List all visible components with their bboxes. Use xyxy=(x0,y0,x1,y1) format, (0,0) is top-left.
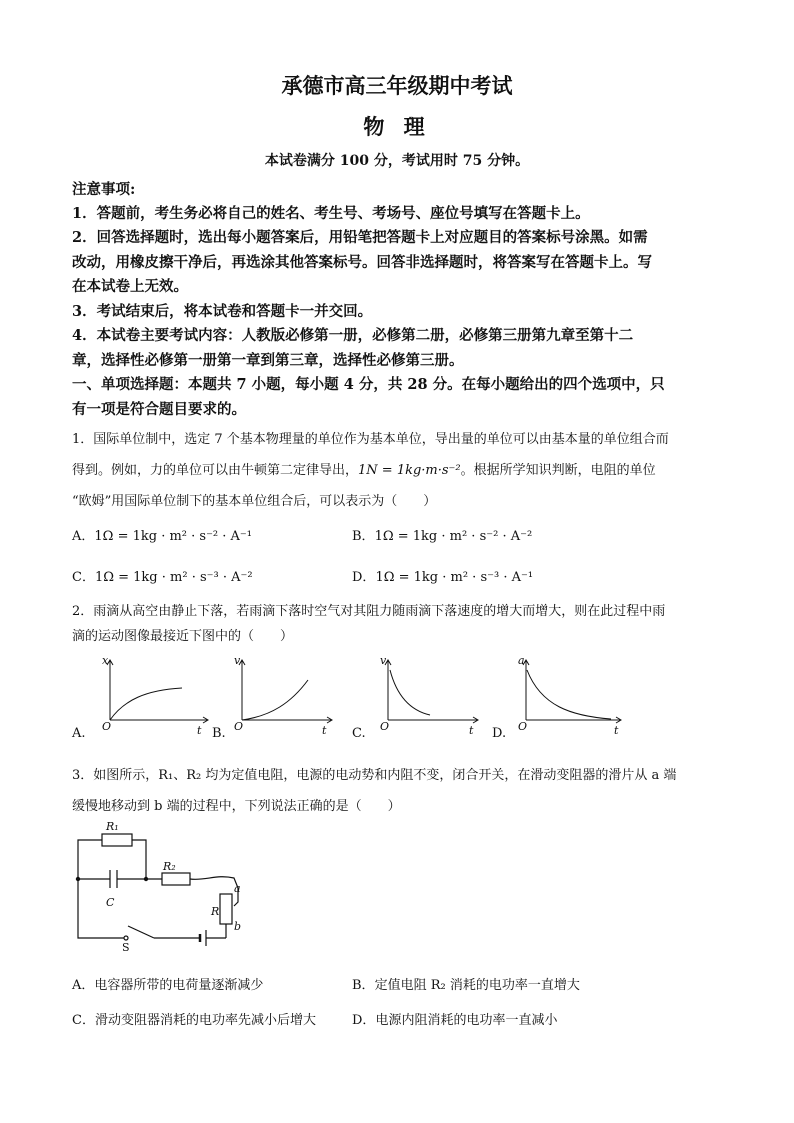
q3-option-d[interactable] xyxy=(352,1009,557,1028)
q3-option-c[interactable] xyxy=(72,1009,316,1028)
q2-stem: 滴的运动图像最接近下图中的（ ） xyxy=(72,629,294,644)
axis-label: x xyxy=(102,654,109,667)
section-heading: 一、单项选择题：本题共 7 小题，每小题 4 分，共 28 分。在每小题给出的四个选项中，只 xyxy=(72,376,665,393)
switch-s xyxy=(128,926,154,938)
graph-c[interactable] xyxy=(385,660,478,723)
notice-line: 改动，用橡皮擦干净后，再选涂其他答案标号。回答非选择题时，将答案写在答题卡上。写 xyxy=(72,254,652,271)
option-label: B． xyxy=(352,978,375,993)
axis-label: t xyxy=(469,724,474,737)
q1-stem-text: 。根据所学知识判断，电阻的单位 xyxy=(460,463,656,478)
label-s: S xyxy=(122,941,130,953)
notice-heading: 注意事项: xyxy=(72,181,136,198)
junction-dot xyxy=(144,877,148,881)
q1-option-b[interactable] xyxy=(352,525,532,544)
label-r2: R₂ xyxy=(163,860,176,873)
wire xyxy=(132,840,146,879)
option-label: B． xyxy=(352,529,375,544)
label-r: R xyxy=(211,905,220,918)
option-formula: 1Ω = 1kg · m² · s⁻² · A⁻² xyxy=(374,529,533,544)
axis-label: t xyxy=(614,724,619,737)
section-heading: 有一项是符合题目要求的。 xyxy=(72,401,246,418)
q3-circuit-diagram xyxy=(66,818,256,953)
notice-line: 在本试卷上无效。 xyxy=(72,278,188,295)
notice-line: 4．本试卷主要考试内容：人教版必修第一册，必修第二册，必修第三册第九章至第十二 xyxy=(72,327,634,344)
option-text: 滑动变阻器消耗的电功率先减小后增大 xyxy=(94,1013,316,1028)
q2-graphs xyxy=(66,648,636,743)
axis-label: v xyxy=(234,654,241,667)
option-label: A． xyxy=(72,978,95,993)
exam-info: 本试卷满分 100 分，考试用时 75 分钟。 xyxy=(264,153,530,169)
notice-line: 3．考试结束后，将本试卷和答题卡一并交回。 xyxy=(72,303,373,320)
q3-option-a[interactable] xyxy=(72,974,263,993)
notice-line: 2．回答选择题时，选出每小题答案后，用铅笔把答题卡上对应题目的答案标号涂黑。如需 xyxy=(72,229,648,246)
graph-b-label: B. xyxy=(212,726,226,741)
option-label: D． xyxy=(352,1013,376,1028)
subject-title: 物 理 xyxy=(363,114,431,139)
origin-label: O xyxy=(102,720,112,733)
option-label: D． xyxy=(352,570,376,585)
label-r1: R₁ xyxy=(106,820,119,833)
graph-c-label: C. xyxy=(352,726,366,741)
graph-b[interactable] xyxy=(239,660,332,723)
label-b: b xyxy=(234,920,242,933)
q1-stem-text: 得到。例如，力的单位可以由牛顿第二定律导出， xyxy=(72,463,359,478)
axis-label: a xyxy=(518,654,525,667)
q1-formula: 1N = 1kg·m·s⁻² xyxy=(358,463,461,478)
q3-stem: 3．如图所示，R₁、R₂ 均为定值电阻，电源的电动势和内阻不变，闭合开关，在滑动变阻器的滑片从 a 端 xyxy=(72,768,677,783)
exam-title: 承德市高三年级期中考试 xyxy=(281,73,513,98)
label-a: a xyxy=(234,882,241,895)
resistor-r1 xyxy=(102,834,132,846)
option-text: 定值电阻 R₂ 消耗的电功率一直增大 xyxy=(374,978,580,993)
curve xyxy=(242,680,308,720)
axis-label: t xyxy=(197,724,202,737)
q1-option-d[interactable] xyxy=(352,566,533,585)
axis-label: t xyxy=(322,724,327,737)
option-label: C． xyxy=(72,1013,95,1028)
rheostat-r xyxy=(220,894,232,924)
q2-stem: 2．雨滴从高空由静止下落，若雨滴下落时空气对其阻力随雨滴下落速度的增大而增大，则在此过程中雨 xyxy=(72,604,666,619)
option-formula: 1Ω = 1kg · m² · s⁻² · A⁻¹ xyxy=(94,529,253,544)
q1-option-c[interactable] xyxy=(72,566,253,585)
label-c: C xyxy=(106,896,115,909)
q1-stem: “欧姆”用国际单位制下的基本单位组合后，可以表示为（ ） xyxy=(72,494,437,509)
option-text: 电容器所带的电荷量逐渐减少 xyxy=(94,978,264,993)
option-formula: 1Ω = 1kg · m² · s⁻³ · A⁻² xyxy=(94,570,253,585)
wire xyxy=(78,840,102,879)
notice-line: 1．答题前，考生务必将自己的姓名、考生号、考场号、座位号填写在答题卡上。 xyxy=(72,205,590,222)
curve xyxy=(527,670,611,719)
option-label: C． xyxy=(72,570,95,585)
option-label: A． xyxy=(72,529,95,544)
resistor-r2 xyxy=(162,873,190,885)
graph-a-label: A. xyxy=(72,726,86,741)
option-formula: 1Ω = 1kg · m² · s⁻³ · A⁻¹ xyxy=(375,570,534,585)
wire xyxy=(190,877,238,888)
graph-a[interactable] xyxy=(107,660,208,723)
curve xyxy=(390,670,430,715)
axis-label: v xyxy=(380,654,387,667)
q1-stem xyxy=(72,459,656,478)
graph-d-label: D. xyxy=(492,726,507,741)
q3-stem: 缓慢地移动到 b 端的过程中，下列说法正确的是（ ） xyxy=(72,799,401,814)
q1-option-a[interactable] xyxy=(72,525,252,544)
option-text: 电源内阻消耗的电功率一直减小 xyxy=(375,1013,558,1028)
origin-label: O xyxy=(234,720,244,733)
q3-option-b[interactable] xyxy=(352,974,580,993)
graph-d[interactable] xyxy=(523,660,621,723)
origin-label: O xyxy=(518,720,528,733)
curve xyxy=(110,688,182,720)
junction-dot xyxy=(76,877,80,881)
notice-line: 章，选择性必修第一册第一章到第三章，选择性必修第三册。 xyxy=(72,352,464,369)
switch-pivot xyxy=(124,936,128,940)
origin-label: O xyxy=(380,720,390,733)
q1-stem: 1．国际单位制中，选定 7 个基本物理量的单位作为基本单位，导出量的单位可以由基本量的单位组合而 xyxy=(72,432,669,447)
